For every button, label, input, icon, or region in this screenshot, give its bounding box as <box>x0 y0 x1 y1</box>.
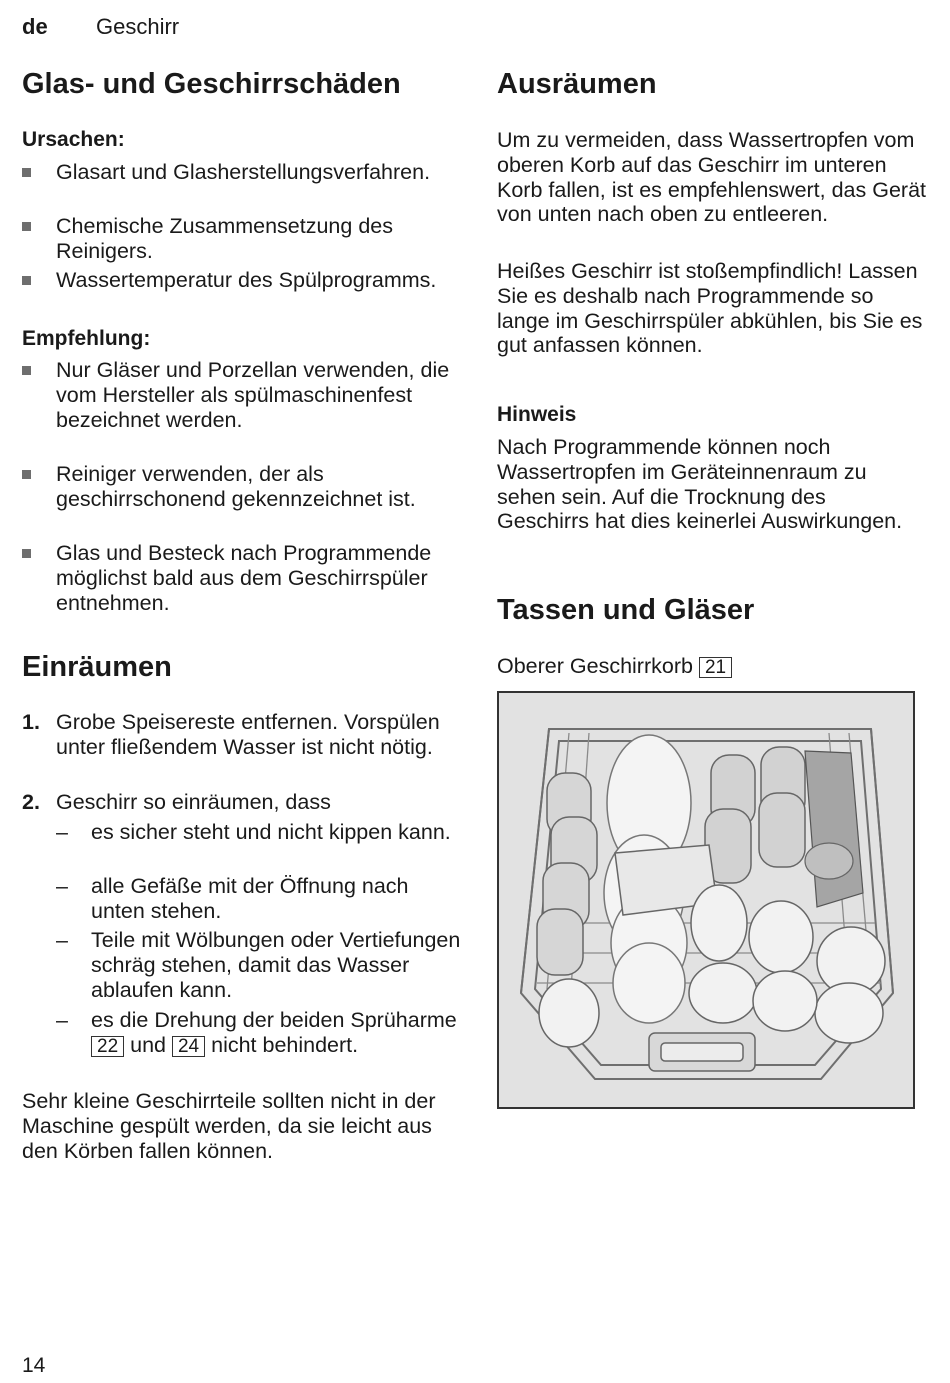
dash-item-text: Teile mit Wölbungen oder Vertiefungen schräg stehen, damit das Wasser ablaufen kann. <box>91 928 461 1002</box>
glasses-right <box>705 747 805 883</box>
dash-item-text-a: es die Drehung der beiden Sprüharme <box>91 1008 457 1032</box>
unloading-paragraph: Um zu vermeiden, dass Wassertropfen vom oberen Korb auf das Geschirr im unteren Korb fallen, ist es empfehlenswert, das Gerät von unten nach oben zu entleeren. <box>497 128 927 227</box>
step-number: 2. <box>22 790 40 814</box>
bullet-square-icon <box>22 366 31 375</box>
language-code: de <box>22 14 48 39</box>
heading-cups-glasses: Tassen und Gläser <box>497 594 755 626</box>
list-item-text: Chemische Zusammensetzung des Reinigers. <box>56 214 393 263</box>
step-text: Grobe Speisereste entfernen. Vorspülen unter fließendem Wasser ist nicht nötig. <box>56 710 440 759</box>
basket-handle <box>649 1033 755 1071</box>
bullet-square-icon <box>22 549 31 558</box>
bullet-square-icon <box>22 168 31 177</box>
cups <box>539 885 885 1047</box>
figure-caption <box>497 654 927 679</box>
bullet-square-icon <box>22 276 31 285</box>
note-label: Hinweis <box>497 403 577 426</box>
recommendation-label: Empfehlung: <box>22 327 151 350</box>
section-title: Geschirr <box>96 14 180 39</box>
heading-loading: Einräumen <box>22 651 172 683</box>
page-number: 14 <box>22 1354 46 1377</box>
dash-item-text-b: und <box>130 1032 166 1057</box>
glasses-left <box>537 773 597 975</box>
bullet-square-icon <box>22 222 31 231</box>
heading-unloading: Ausräumen <box>497 68 657 100</box>
reference-box: 24 <box>172 1036 205 1057</box>
dash-marker: – <box>56 1008 68 1032</box>
figure-caption-text: Oberer Geschirrkorb <box>497 654 693 678</box>
small-items-note: Sehr kleine Geschirrteile sollten nicht in der Maschine gespült werden, da sie leicht aus den Körben fallen können. <box>22 1089 436 1163</box>
step-number: 1. <box>22 710 40 734</box>
dash-marker: – <box>56 820 68 844</box>
dash-marker: – <box>56 874 68 898</box>
list-item-text: Reiniger verwenden, der als geschirrschonend gekennzeichnet ist. <box>56 462 416 511</box>
reference-box: 21 <box>699 657 732 678</box>
list-item-text: Glas und Besteck nach Programmende möglichst bald aus dem Geschirrspüler entnehmen. <box>56 541 432 615</box>
list-item-text: Nur Gläser und Porzellan verwenden, die vom Hersteller als spülmaschinenfest bezeichnet werden. <box>56 358 450 432</box>
small-bowl <box>805 843 853 879</box>
hot-dishes-paragraph: Heißes Geschirr ist stoßempfindlich! Lassen Sie es deshalb nach Programmende so lange im Geschirrspüler abkühlen, bis Sie es gut anfassen können. <box>497 259 923 358</box>
causes-label: Ursachen: <box>22 128 125 151</box>
heading-glass-damage: Glas- und Geschirrschäden <box>22 68 401 100</box>
dash-marker: – <box>56 928 68 952</box>
reference-box: 22 <box>91 1036 124 1057</box>
bullet-square-icon <box>22 470 31 479</box>
upper-basket-illustration <box>497 691 915 1109</box>
list-item-text: Glasart und Glasherstellungsverfahren. <box>56 160 431 184</box>
dash-item-text: alle Gefäße mit der Öffnung nach unten stehen. <box>91 874 409 923</box>
basket-drawing <box>499 693 913 1107</box>
dash-item-text-c: nicht behindert. <box>211 1032 359 1057</box>
cutlery-holder <box>805 751 863 907</box>
list-item-text: Wassertemperatur des Spülprogramms. <box>56 268 437 292</box>
step-text: Geschirr so einräumen, dass <box>56 790 331 814</box>
dash-item-text <box>91 1008 461 1058</box>
note-paragraph: Nach Programmende können noch Wassertropfen im Geräteinnenraum zu sehen sein. Auf die Trocknung des Geschirrs hat dies keinerlei Auswirkungen. <box>497 435 903 534</box>
dash-item-text: es sicher steht und nicht kippen kann. <box>91 820 451 844</box>
